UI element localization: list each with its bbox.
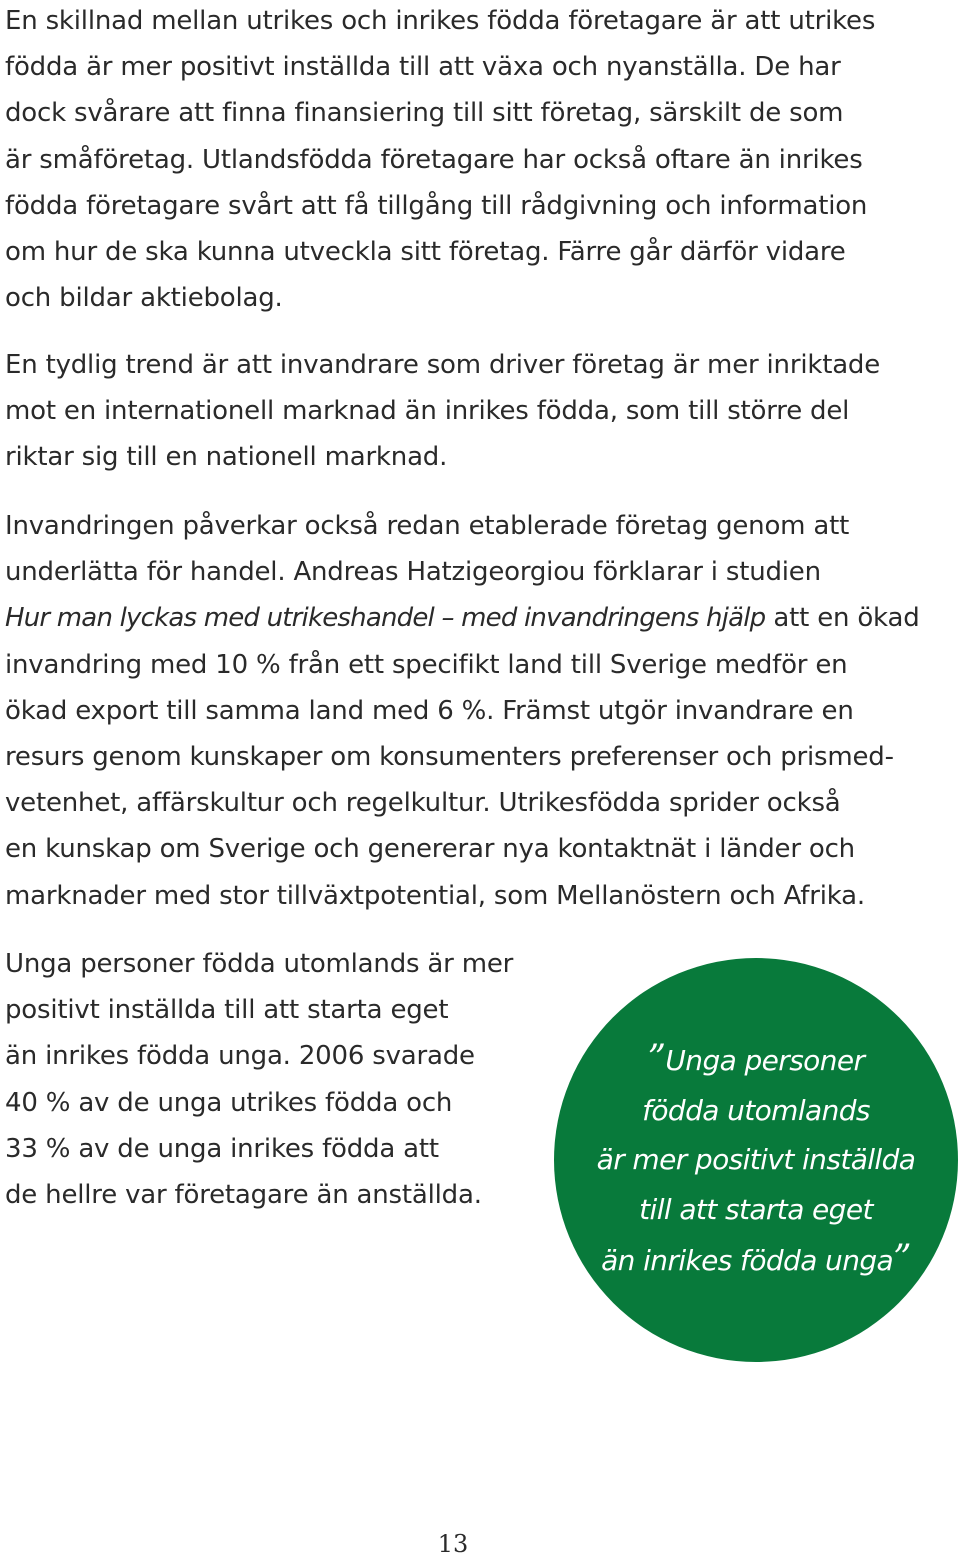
- body-paragraph-1: [5, 0, 875, 321]
- text-line: och bildar aktiebolag.: [5, 283, 283, 314]
- text-line: 33 % av de unga inrikes födda att: [5, 1133, 439, 1164]
- body-paragraph-2: [5, 342, 880, 481]
- pull-quote-line: är mer positivt inställda: [596, 1143, 916, 1176]
- text-line: En tydlig trend är att invandrare som driver företag är mer inriktade: [5, 350, 881, 380]
- close-quote-mark: ”: [893, 1238, 911, 1279]
- text-line: en kunskap om Sverige och genererar nya kontaktnät i länder och: [5, 834, 855, 865]
- text-line: födda är mer positivt inställda till att växa och nyanställa. De har: [5, 52, 841, 83]
- open-quote-mark: ”: [647, 1038, 666, 1079]
- text-line: marknader med stor tillväxtpotential, som Mellanöstern och Afrika.: [5, 880, 865, 911]
- text-line: om hur de ska kunna utveckla sitt företag. Färre går därför vidare: [5, 237, 846, 268]
- text-line: 40 % av de unga utrikes födda och: [5, 1087, 453, 1118]
- pull-quote-text: än inrikes födda unga: [601, 1244, 894, 1277]
- body-paragraph-3: [5, 503, 920, 919]
- pull-quote-line: [554, 1034, 958, 1086]
- text-line: positivt inställda till att starta eget: [5, 995, 449, 1026]
- text-line: underlätta för handel. Andreas Hatzigeorgiou förklarar i studien: [5, 557, 821, 588]
- text-line: de hellre var företagare än anställda.: [5, 1180, 482, 1211]
- text-line: än inrikes födda unga. 2006 svarade: [5, 1041, 475, 1072]
- text-line: vetenhet, affärskultur och regelkultur. Utrikesfödda sprider också: [5, 788, 841, 819]
- text-line: [5, 595, 920, 641]
- text-line: riktar sig till en nationell marknad.: [5, 442, 448, 473]
- study-title: Hur man lyckas med utrikeshandel – med invandringens hjälp: [5, 603, 766, 634]
- page-number: 13: [437, 1530, 469, 1558]
- pull-quote-line: födda utomlands: [642, 1093, 870, 1127]
- text-line: En skillnad mellan utrikes och inrikes födda företagare är att utrikes: [5, 6, 876, 36]
- text-line: dock svårare att finna finansiering till sitt företag, särskilt de som: [5, 98, 844, 129]
- pull-quote: [554, 1034, 958, 1286]
- pull-quote-line: till att starta eget: [639, 1192, 873, 1226]
- text-line: Invandringen påverkar också redan etablerade företag genom att: [5, 511, 850, 541]
- text-line: Unga personer födda utomlands är mer: [5, 949, 514, 979]
- pull-quote-line: [554, 1234, 958, 1286]
- text-line: invandring med 10 % från ett specifikt land till Sverige medför en: [5, 649, 848, 680]
- pull-quote-text: Unga personer: [665, 1044, 865, 1077]
- text-line: ökad export till samma land med 6 %. Främst utgör invandrare en: [5, 695, 854, 726]
- body-paragraph-4: [5, 941, 513, 1218]
- text-line: är småföretag. Utlandsfödda företagare har också oftare än inrikes: [5, 144, 863, 175]
- text-line: resurs genom kunskaper om konsumenters preferenser och prismed-: [5, 742, 894, 773]
- text-line-rest: att en ökad: [765, 603, 920, 634]
- text-line: mot en internationell marknad än inrikes födda, som till större del: [5, 396, 850, 427]
- text-line: födda företagare svårt att få tillgång till rådgivning och information: [5, 190, 868, 221]
